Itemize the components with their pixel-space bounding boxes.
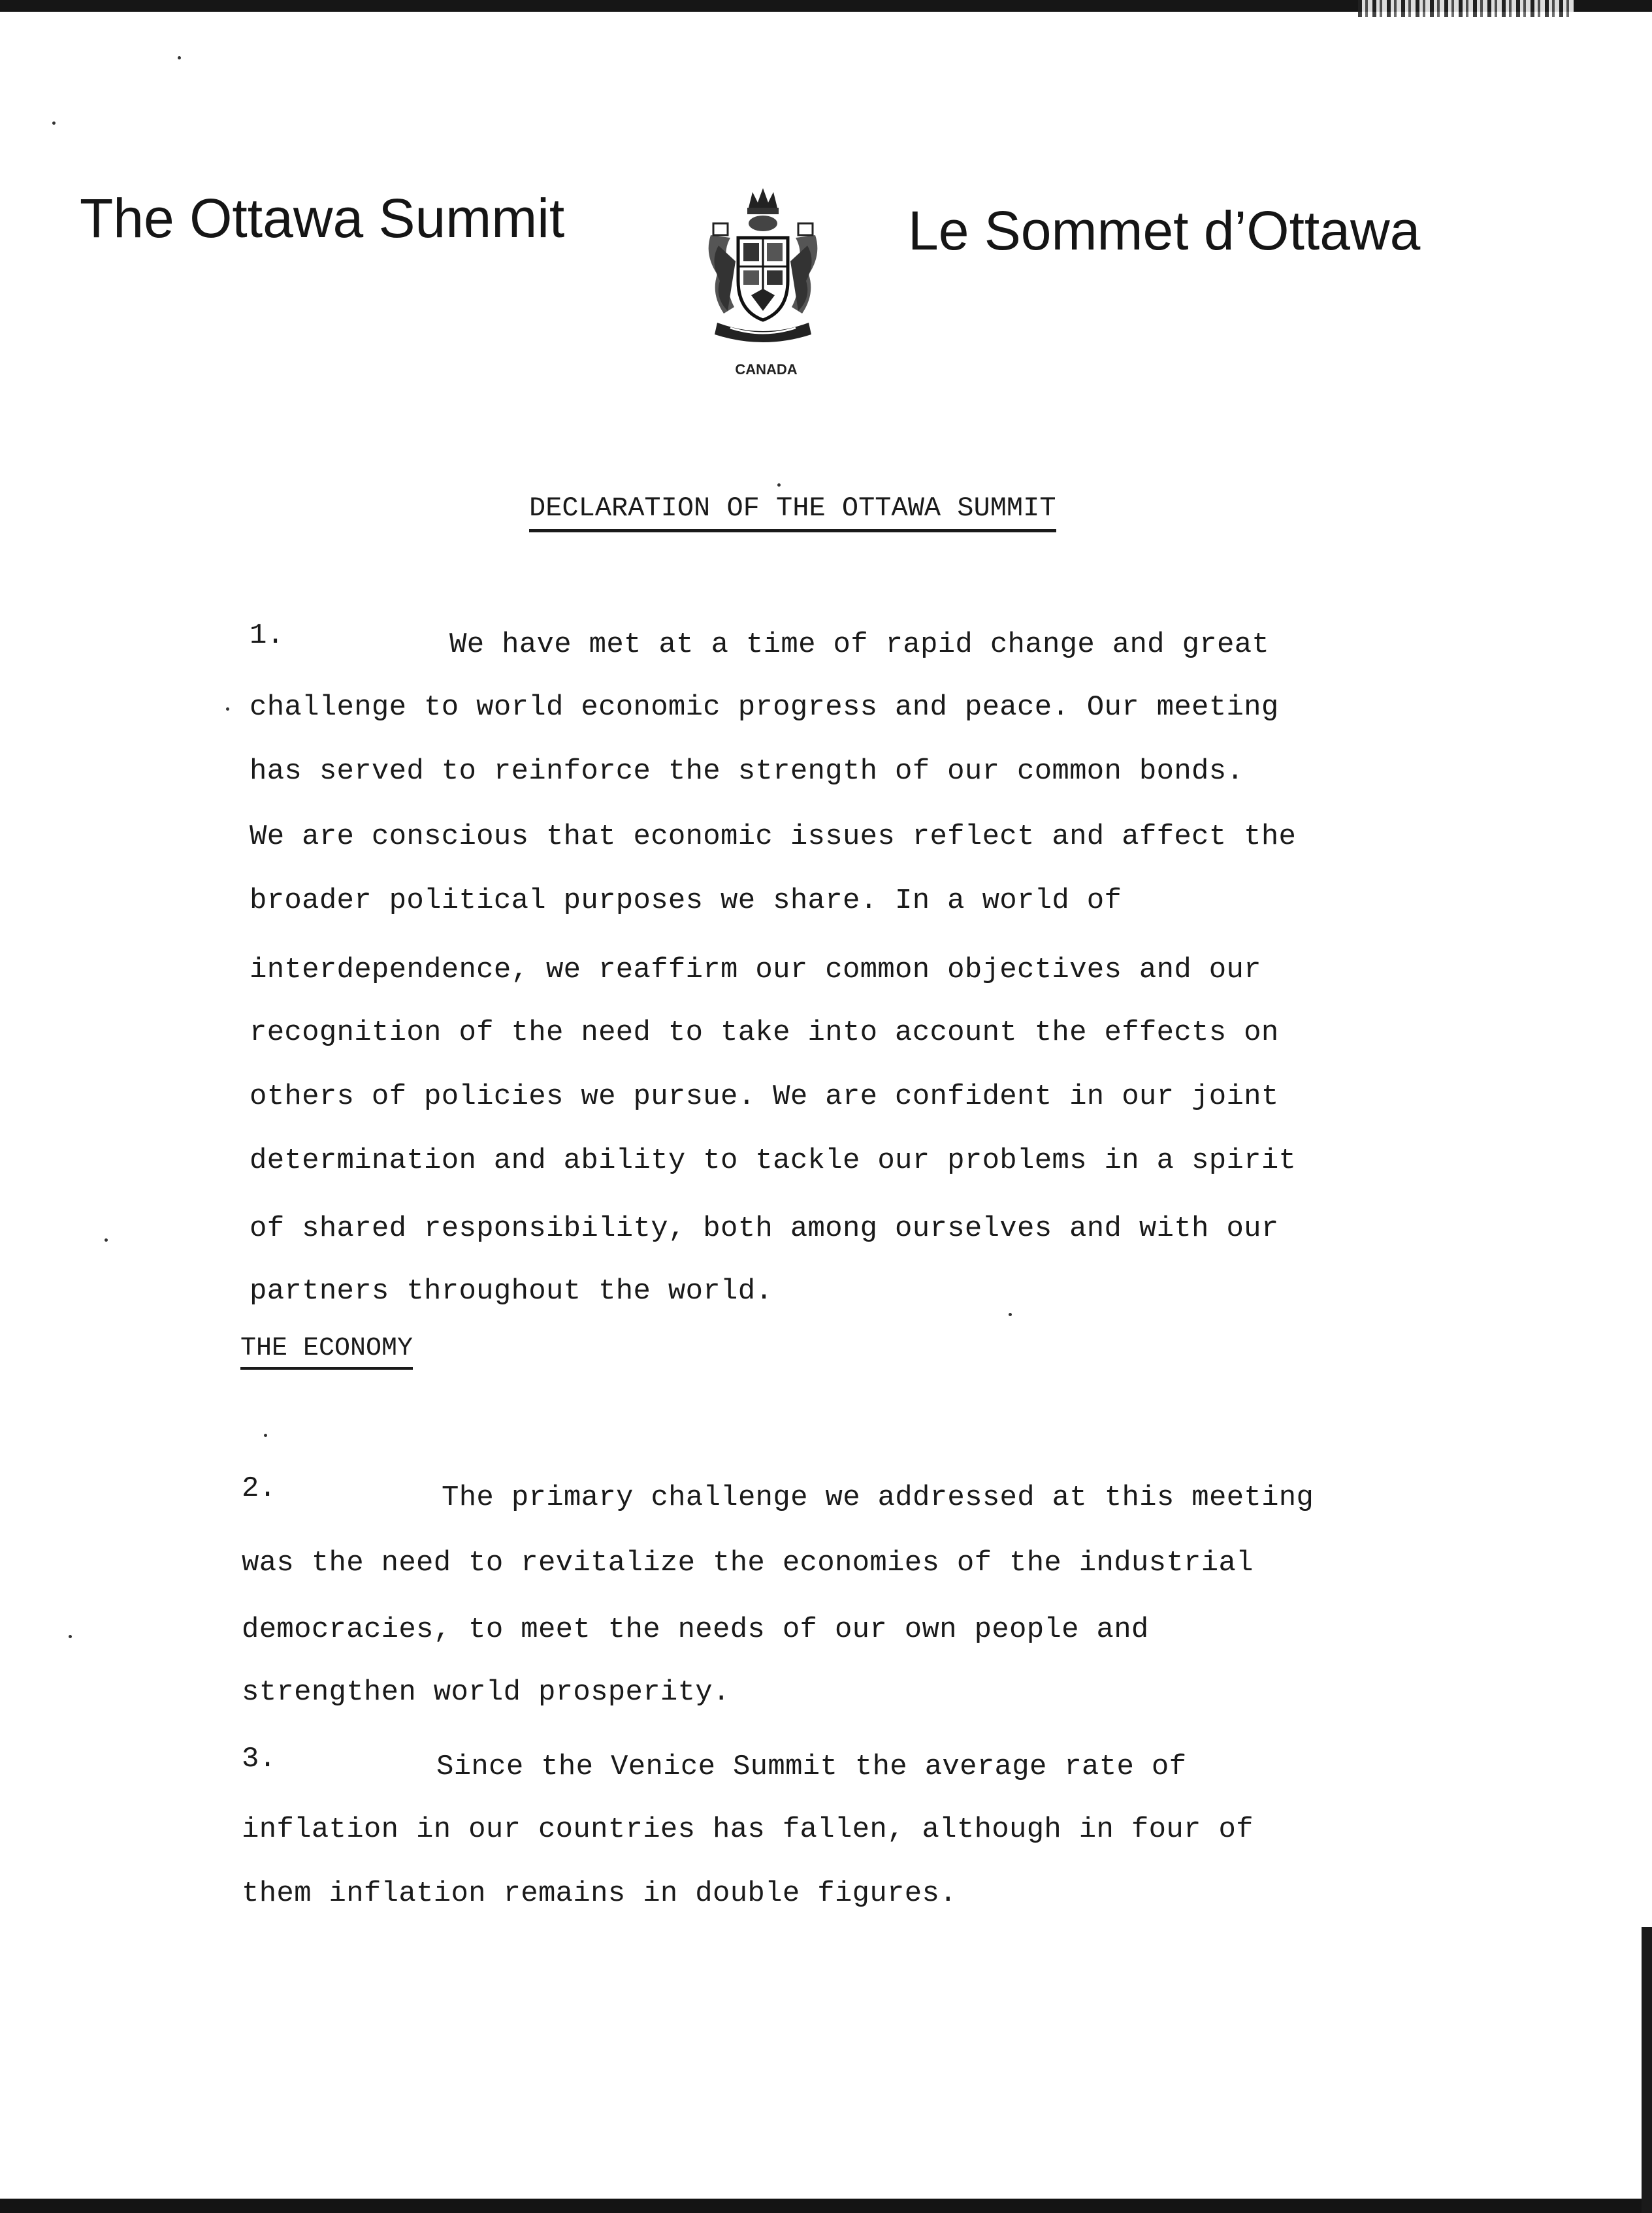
scan-border-bottom: [0, 2199, 1652, 2213]
scan-border-right: [1642, 1927, 1652, 2213]
scan-dust: [264, 1434, 267, 1437]
scan-dust: [777, 483, 781, 487]
document-title: DECLARATION OF THE OTTAWA SUMMIT: [529, 493, 1056, 532]
paragraph-number: 3.: [242, 1743, 276, 1775]
paragraph-2-line: strengthen world prosperity.: [242, 1676, 730, 1709]
paragraph-1-line: has served to reinforce the strength of our common bonds.: [250, 755, 1244, 788]
paragraph-1-line: recognition of the need to take into account the effects on: [250, 1016, 1279, 1049]
paragraph-2-line: The primary challenge we addressed at this meeting: [442, 1481, 1314, 1514]
paragraph-2-line: democracies, to meet the needs of our own people and: [242, 1613, 1149, 1646]
paragraph-1-line: others of policies we pursue. We are confident in our joint: [250, 1080, 1279, 1113]
paragraph-2-line: was the need to revitalize the economies of the industrial: [242, 1547, 1254, 1579]
paragraph-1-line: We have met at a time of rapid change and great: [449, 628, 1270, 661]
paragraph-3-line: inflation in our countries has fallen, although in four of: [242, 1813, 1254, 1846]
paragraph-3-line: them inflation remains in double figures.: [242, 1877, 957, 1910]
canada-coat-of-arms-icon: [698, 183, 828, 353]
paragraph-1-line: of shared responsibility, both among ourselves and with our: [250, 1212, 1279, 1245]
paragraph-1-line: broader political purposes we share. In a world of: [250, 884, 1122, 917]
paragraph-1-line: partners throughout the world.: [250, 1275, 773, 1308]
header-title-english: The Ottawa Summit: [80, 187, 565, 249]
paragraph-number: 1.: [250, 619, 284, 652]
paragraph-1-line: determination and ability to tackle our problems in a spirit: [250, 1144, 1297, 1177]
paragraph-1-line: We are conscious that economic issues reflect and affect the: [250, 820, 1297, 853]
scan-dust: [226, 707, 229, 711]
header-title-french: Le Sommet d’Ottawa: [908, 200, 1421, 261]
paragraph-number: 2.: [242, 1472, 276, 1505]
scan-dust: [105, 1238, 108, 1242]
scan-dust: [52, 121, 56, 125]
paragraph-1-line: interdependence, we reaffirm our common objectives and our: [250, 954, 1261, 986]
paragraph-1-line: challenge to world economic progress and peace. Our meeting: [250, 691, 1279, 724]
scan-dust: [178, 56, 181, 59]
paragraph-3-line: Since the Venice Summit the average rate of: [436, 1751, 1187, 1783]
crest-caption: CANADA: [735, 361, 798, 378]
scan-dust: [69, 1635, 72, 1638]
section-heading-economy: THE ECONOMY: [240, 1334, 413, 1370]
scan-noise-top: [1358, 0, 1574, 17]
scan-dust: [1009, 1313, 1012, 1316]
